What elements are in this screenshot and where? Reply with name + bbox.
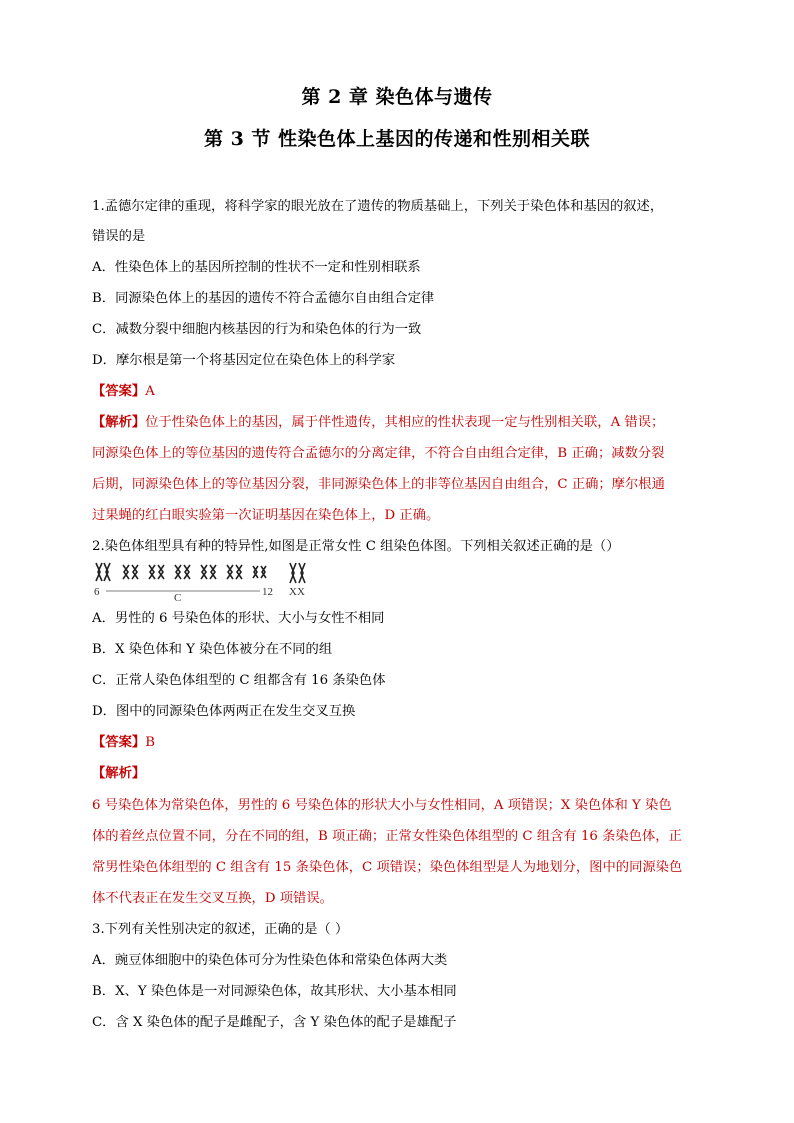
q1-analysis-line4: 过果蝇的红白眼实验第一次证明基因在染色体上，D 正确。: [92, 508, 440, 523]
q1-answer-value: A: [145, 384, 155, 399]
chromosome-pair-xx: [290, 563, 305, 583]
section-title: 第 3 节 性染色体上基因的传递和性别相关联: [203, 128, 591, 150]
q1-answer: [92, 383, 712, 401]
q2-analysis-line1: 6 号染色体为常染色体，男性的 6 号染色体的形状大小与女性相同，A 项错误；X 染色体和 Y 染色: [92, 798, 672, 813]
q2-analysis-label: 【解析】: [92, 766, 146, 781]
q3-stem: 3.下列有关性别决定的叙述，正确的是（ ）: [92, 922, 349, 937]
chromosome-pair-9: [175, 565, 190, 579]
chapter-title: 第 2 章 染色体与遗传: [301, 86, 493, 108]
chromosome-pair-8: [149, 565, 164, 579]
q1-option-a: A．性染色体上的基因所控制的性状不一定和性别相联系: [92, 260, 421, 275]
q1-analysis-text: 位于性染色体上的基因，属于伴性遗传，其相应的性状表现一定与性别相关联，A 错误；: [145, 415, 665, 430]
figure-label-6: 6: [94, 586, 100, 598]
karyotype-svg: [92, 561, 322, 604]
q2-analysis-line3: 常男性染色体组型的 C 组含有 15 条染色体，C 项错误；染色体组型是人为地划分，图中的同源染色: [92, 860, 683, 875]
chromosome-pair-10: [201, 565, 216, 579]
figure-label-c: C: [174, 592, 182, 604]
chromosome-pair-12: [253, 566, 266, 578]
q3-option-a: A．豌豆体细胞中的染色体可分为性染色体和常染色体两大类: [92, 953, 448, 968]
q1-option-d: D．摩尔根是第一个将基因定位在染色体上的科学家: [92, 353, 396, 368]
q1-analysis-label: 【解析】: [92, 415, 146, 430]
q1-option-b: B．同源染色体上的基因的遗传不符合孟德尔自由组合定律: [92, 291, 435, 306]
figure-label-12: 12: [262, 586, 273, 598]
q1-stem-line2: 错误的是: [92, 229, 146, 244]
q2-analysis-label-line: [92, 765, 712, 783]
q2-stem: 2.染色体组型具有种的特异性,如图是正常女性 C 组染色体图。下列相关叙述正确的是（）: [92, 539, 620, 554]
q2-analysis-line2: 体的着丝点位置不同，分在不同的组，B 项正确；正常女性染色体组型的 C 组含有 16 条染色体，正: [92, 829, 682, 844]
q1-analysis-line3: 后期，同源染色体上的等位基因分裂，非同源染色体上的非等位基因自由组合，C 正确；摩尔根通: [92, 477, 665, 492]
q2-analysis-line4: 体不代表正在发生交叉互换，D 项错误。: [92, 891, 333, 906]
q2-option-b: B．X 染色体和 Y 染色体被分在不同的组: [92, 642, 333, 657]
q3-option-c: C．含 X 染色体的配子是雌配子，含 Y 染色体的配子是雄配子: [92, 1015, 457, 1030]
chromosome-pair-11: [227, 565, 242, 579]
q2-answer: [92, 734, 712, 752]
q2-answer-value: B: [145, 735, 155, 750]
q2-option-d: D．图中的同源染色体两两正在发生交叉互换: [92, 704, 356, 719]
q2-answer-label: 【答案】: [92, 735, 146, 750]
q1-analysis-line2: 同源染色体上的等位基因的遗传符合孟德尔的分离定律，不符合自由组合定律，B 正确；减数分裂: [92, 446, 665, 461]
chromosome-pair-6: [96, 563, 110, 581]
chromosome-pairs: [96, 563, 305, 583]
q1-stem-line1: 1.孟德尔定律的重现，将科学家的眼光放在了遗传的物质基础上，下列关于染色体和基因的叙述，: [92, 199, 664, 214]
q1-analysis-line1: [92, 414, 712, 432]
q3-option-b: B．X、Y 染色体是一对同源染色体，故其形状、大小基本相同: [92, 984, 457, 999]
q1-answer-label: 【答案】: [92, 384, 146, 399]
figure-label-xx: XX: [289, 586, 305, 598]
q2-option-a: A．男性的 6 号染色体的形状、大小与女性不相同: [92, 611, 385, 626]
q2-option-c: C．正常人染色体组型的 C 组都含有 16 条染色体: [92, 673, 386, 688]
karyotype-figure: [92, 561, 322, 604]
chromosome-pair-7: [123, 565, 138, 579]
q1-option-c: C．减数分裂中细胞内核基因的行为和染色体的行为一致: [92, 322, 422, 337]
